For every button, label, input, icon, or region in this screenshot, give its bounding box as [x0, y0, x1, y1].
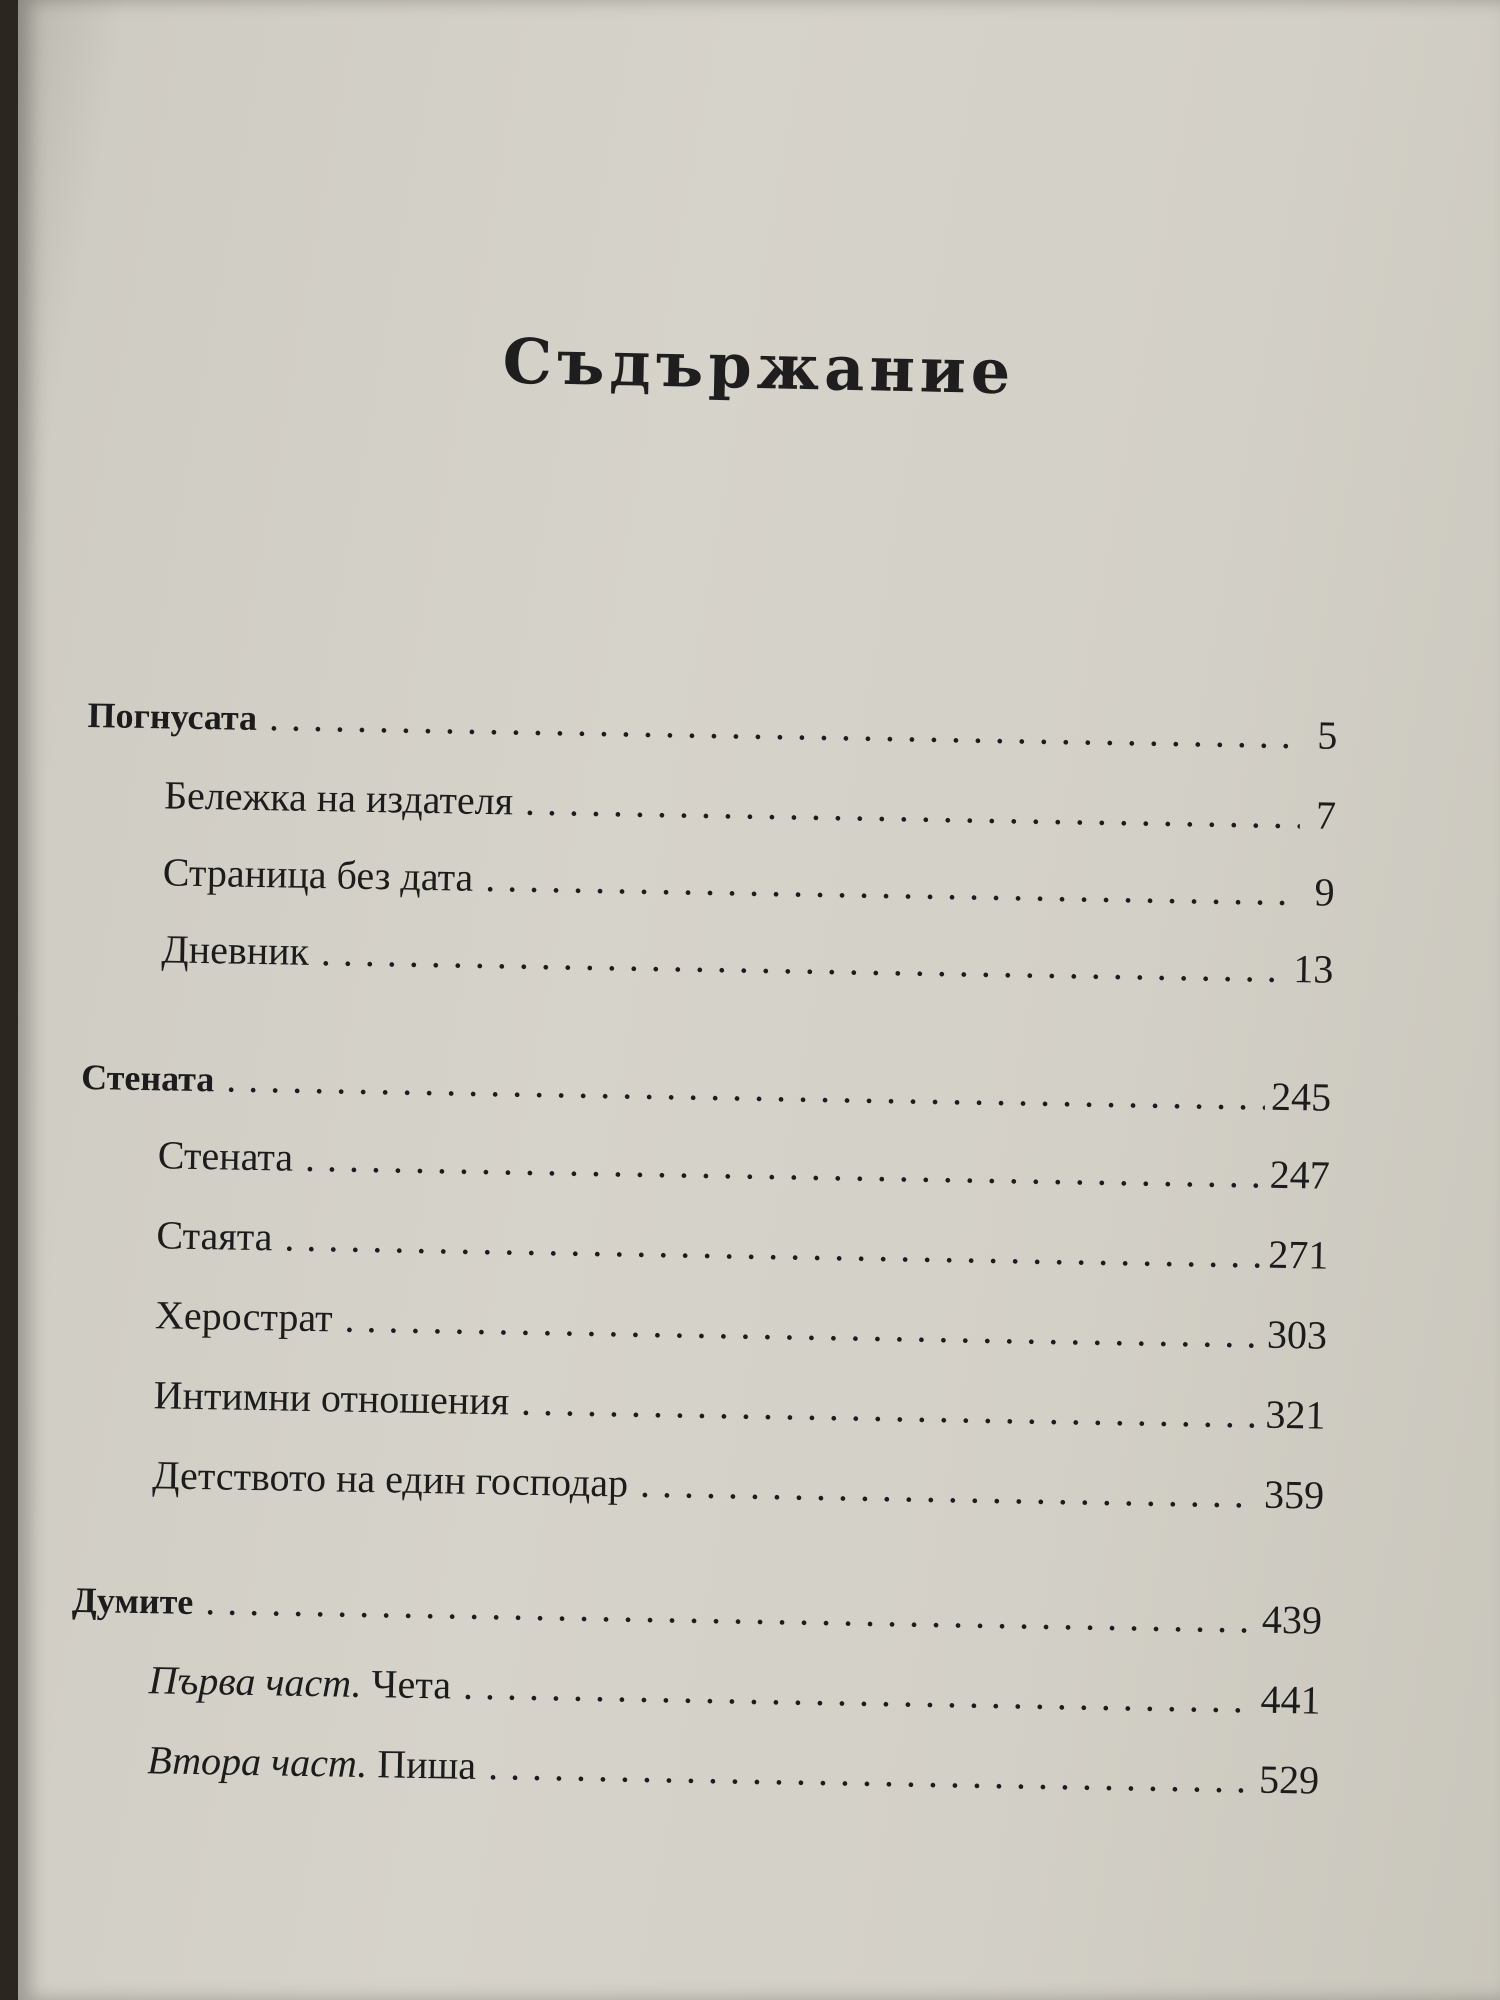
- toc-page-number: 439: [1261, 1596, 1323, 1643]
- toc-page-number: 247: [1269, 1151, 1331, 1198]
- leader-dots: [226, 1054, 1266, 1119]
- toc-entry: [75, 1370, 1326, 1439]
- part-title: Чета: [361, 1660, 452, 1708]
- leader-dots: [269, 693, 1302, 758]
- toc-entry: [78, 1210, 1329, 1279]
- toc-entry: [80, 1130, 1331, 1199]
- toc-entry: [74, 1450, 1325, 1519]
- toc-entry-label: Думите: [71, 1579, 194, 1622]
- toc-entry-label: Стената: [80, 1056, 215, 1100]
- toc-page-number: 321: [1265, 1391, 1326, 1438]
- toc-entry-label: Стаята: [156, 1212, 273, 1260]
- toc-page-number: 13: [1292, 946, 1334, 992]
- leader-dots: [640, 1460, 1259, 1518]
- toc-page-number: 441: [1260, 1676, 1321, 1723]
- toc-page-number: 7: [1315, 792, 1337, 838]
- toc-section-entry: [81, 1052, 1332, 1121]
- part-title: Пиша: [366, 1741, 477, 1788]
- leader-dots: [305, 1134, 1264, 1198]
- book-page: [18, 0, 1500, 2000]
- toc-entry: [84, 847, 1335, 916]
- leader-dots: [284, 1214, 1263, 1278]
- toc-entry-label: [70, 1655, 451, 1709]
- toc-entry-label: [69, 1735, 477, 1789]
- toc-section-entry: [72, 1575, 1323, 1644]
- toc-page-number: 9: [1314, 869, 1336, 915]
- toc-entry: [69, 1735, 1320, 1804]
- leader-dots: [488, 1742, 1254, 1802]
- table-of-contents: [71, 690, 1338, 1803]
- toc-page-number: 245: [1270, 1073, 1332, 1120]
- toc-entry-label: Погнусата: [87, 694, 258, 738]
- toc-entry-label: Детството на един господар: [151, 1452, 629, 1506]
- toc-entry: [77, 1290, 1328, 1359]
- leader-dots: [521, 1378, 1260, 1438]
- toc-entry-label: Дневник: [161, 926, 310, 974]
- toc-entry: [83, 924, 1334, 993]
- toc-entry-label: Интимни отношения: [153, 1372, 510, 1424]
- part-italic-label: Втора част.: [146, 1737, 368, 1787]
- toc-entry-label: Стената: [157, 1132, 294, 1180]
- leader-dots: [485, 854, 1299, 915]
- leader-dots: [525, 778, 1301, 839]
- toc-page-number: 359: [1263, 1471, 1325, 1518]
- leader-dots: [463, 1662, 1255, 1723]
- leader-dots: [344, 1295, 1261, 1358]
- part-italic-label: Първа част.: [148, 1657, 363, 1706]
- toc-entry-label: Страница без дата: [162, 849, 474, 900]
- leader-dots: [205, 1577, 1256, 1642]
- toc-section-entry: [87, 690, 1338, 759]
- toc-entry-label: Бележка на издателя: [163, 772, 514, 824]
- page-title: Съдържание: [501, 324, 1017, 409]
- toc-entry: [70, 1655, 1321, 1724]
- toc-entry-label: Херострат: [154, 1292, 334, 1341]
- toc-page-number: 271: [1267, 1231, 1329, 1278]
- toc-page-number: 303: [1266, 1311, 1328, 1358]
- toc-page-number: 5: [1317, 712, 1338, 758]
- toc-entry: [86, 770, 1337, 839]
- leader-dots: [321, 928, 1288, 992]
- toc-page-number: 529: [1258, 1756, 1320, 1803]
